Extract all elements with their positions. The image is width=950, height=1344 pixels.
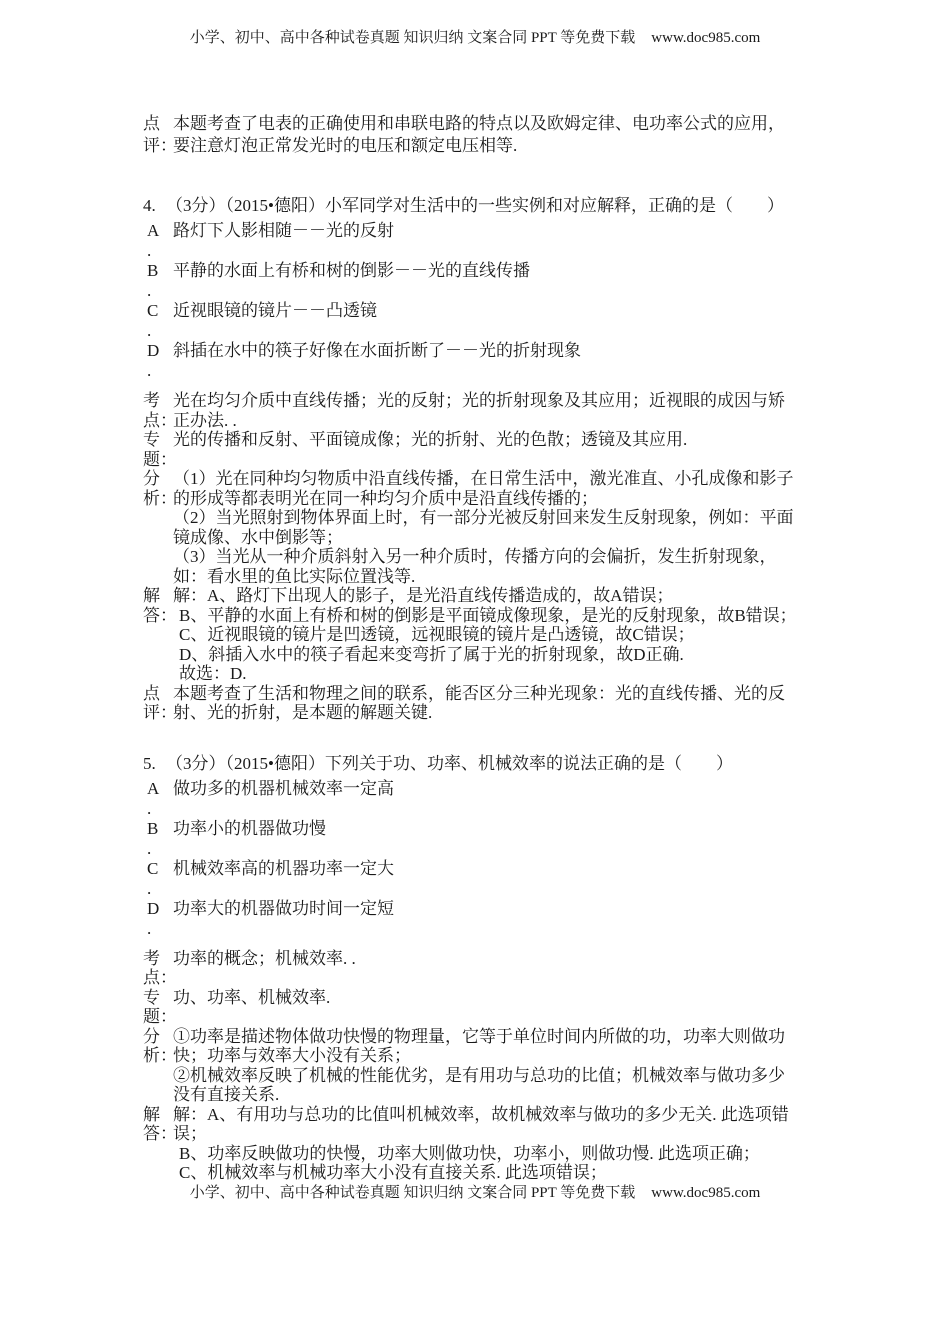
option-letter: D [147, 898, 160, 918]
question-4-kaodian-section [143, 391, 843, 430]
question-4-fenxi-section [143, 469, 843, 586]
section-body [173, 988, 801, 1027]
option-letter-period: . [147, 878, 152, 898]
section-label [143, 683, 177, 723]
section-label-top: 点 [143, 114, 160, 133]
section-paragraph: ①功率是描述物体做功快慢的物理量，它等于单位时间内所做的功，功率大则做功快；功率与效率大小没有关系； [173, 1026, 785, 1065]
section-label-bottom: 评： [143, 703, 177, 722]
section-label [143, 469, 177, 586]
option-letter-period: . [147, 798, 152, 818]
question-4-zhuanti-section [143, 430, 843, 469]
section-label-bottom: 析： [143, 488, 177, 508]
question-number: 5. [143, 753, 156, 773]
option-letter: D [147, 341, 160, 360]
option-text: 斜插在水中的筷子好像在水面折断了－－光的折射现象 [173, 341, 581, 360]
option-letter-col [147, 899, 173, 939]
question-4-option-b [147, 261, 843, 301]
question-4-options [143, 221, 843, 381]
question-4-analysis [143, 391, 843, 723]
question-5-stem [143, 753, 843, 775]
option-letter-period: . [147, 241, 152, 260]
section-label [143, 987, 177, 1027]
section-label [143, 430, 177, 469]
section-paragraph: （2）当光照射到物体界面上时，有一部分光被反射回来发生反射现象，例如：平面镜成像、水中倒影等； [173, 508, 794, 547]
question-5-fenxi-section [143, 1027, 843, 1105]
section-label-bottom: 析： [143, 1046, 177, 1065]
section-label [143, 586, 177, 684]
option-letter-period: . [147, 321, 152, 340]
option-letter-col [147, 261, 173, 301]
section-label-top: 专 [143, 430, 160, 449]
option-letter: A [147, 221, 160, 240]
section-label-top: 考 [143, 391, 160, 410]
section-label-bottom: 点： [143, 968, 177, 987]
section-label [143, 1026, 177, 1105]
question-5-analysis [143, 949, 843, 1183]
option-text: 机械效率高的机器功率一定大 [173, 858, 394, 878]
section-label-top: 解 [143, 586, 160, 605]
section-body [173, 391, 801, 430]
option-letter-col [147, 221, 173, 261]
section-body [173, 1105, 801, 1183]
section-paragraph: B、平静的水面上有桥和树的倒影是平面镜成像现象，是光的反射现象，故B错误； [179, 605, 797, 625]
question-4 [143, 195, 843, 723]
question-text: （3分）（2015•德阳）小军同学对生活中的一些实例和对应解释，正确的是（ ） [166, 196, 784, 215]
section-label-top: 分 [143, 469, 160, 488]
section-paragraph: B、功率反映做功的快慢，功率大则做功快，功率小，则做功慢. 此选项正确； [179, 1143, 760, 1163]
option-letter: A [147, 778, 160, 798]
option-letter: C [147, 301, 159, 320]
section-paragraph: 功率的概念；机械效率. . [173, 948, 356, 968]
section-paragraph: 光在均匀介质中直线传播；光的反射；光的折射现象及其应用；近视眼的成因与矫正办法. . [173, 391, 785, 430]
section-body [173, 684, 801, 723]
section-body [173, 469, 801, 586]
option-letter: C [147, 858, 159, 878]
section-paragraph: 本题考查了生活和物理之间的联系，能否区分三种光现象：光的直线传播、光的反射、光的折射，是本题的解题关键. [173, 683, 785, 722]
option-letter-col [147, 859, 173, 899]
site-banner-bottom [0, 1184, 950, 1202]
option-letter-period: . [147, 838, 152, 858]
question-text: （3分）（2015•德阳）下列关于功、功率、机械效率的说法正确的是（ ） [166, 753, 733, 773]
question-4-stem [143, 195, 843, 217]
question-5 [143, 753, 843, 1183]
option-letter-col [147, 341, 173, 381]
section-label-bottom: 答： [143, 1124, 177, 1143]
question-5-jieda-section [143, 1105, 843, 1183]
section-label-bottom: 评： [143, 136, 177, 155]
question-5-kaodian-section [143, 949, 843, 988]
section-paragraph: （1）光在同种均匀物质中沿直线传播，在日常生活中，激光准直、小孔成像和影子的形成等都表明光在同一种均匀介质中是沿直线传播的； [173, 469, 794, 508]
question-4-dianping-section [143, 684, 843, 723]
question-5-option-d [147, 899, 843, 939]
option-letter-col [147, 819, 173, 859]
option-letter-period: . [147, 281, 152, 300]
document-body [143, 113, 843, 1183]
section-label [143, 391, 177, 430]
section-label [143, 1104, 177, 1183]
section-paragraph: C、近视眼镜的镜片是凹透镜，远视眼镜的镜片是凸透镜，故C错误； [179, 625, 695, 644]
question-4-option-d [147, 341, 843, 381]
section-paragraph: 功、功率、机械效率. [173, 987, 331, 1007]
section-label-bottom: 答： [143, 605, 177, 625]
section-label [143, 948, 177, 988]
option-text: 功率小的机器做功慢 [173, 818, 326, 838]
option-text: 做功多的机器机械效率一定高 [173, 778, 394, 798]
section-label-top: 专 [143, 987, 160, 1007]
question-4-option-c [147, 301, 843, 341]
section-label [143, 113, 177, 157]
question-5-option-b [147, 819, 843, 859]
banner-url-link[interactable]: www.doc985.com [651, 30, 761, 46]
section-body [173, 113, 801, 157]
option-letter-col [147, 779, 173, 819]
option-text: 路灯下人影相随－－光的反射 [173, 221, 394, 240]
section-label-bottom: 题： [143, 449, 177, 469]
section-body [173, 586, 801, 684]
option-text: 平静的水面上有桥和树的倒影－－光的直线传播 [173, 261, 530, 280]
option-letter: B [147, 261, 159, 280]
prev-question-remark-section [143, 113, 843, 157]
question-5-option-c [147, 859, 843, 899]
section-label-top: 点 [143, 683, 160, 703]
section-label-bottom: 题： [143, 1007, 177, 1026]
section-label-top: 解 [143, 1104, 160, 1124]
section-label-bottom: 点： [143, 410, 177, 430]
question-5-option-a [147, 779, 843, 819]
question-number: 4. [143, 196, 156, 215]
section-paragraph: D、斜插入水中的筷子看起来变弯折了属于光的折射现象，故D正确. [179, 644, 684, 664]
option-text: 近视眼镜的镜片－－凸透镜 [173, 301, 377, 320]
site-banner-top [0, 29, 950, 47]
section-label-top: 考 [143, 948, 160, 968]
section-paragraph: 光的传播和反射、平面镜成像；光的折射、光的色散；透镜及其应用. [173, 430, 688, 449]
section-body [173, 949, 801, 988]
option-letter-period: . [147, 361, 152, 380]
section-body [173, 1027, 801, 1105]
section-body [173, 430, 801, 469]
section-paragraph: 本题考查了电表的正确使用和串联电路的特点以及欧姆定律、电功率公式的应用，要注意灯泡正常发光时的电压和额定电压相等. [173, 114, 785, 155]
section-paragraph: （3）当光从一种介质斜射入另一种介质时，传播方向的会偏折，发生折射现象，如：看水里的鱼比实际位置浅等. [173, 547, 777, 586]
option-letter-col [147, 301, 173, 341]
option-letter-period: . [147, 918, 152, 938]
option-text: 功率大的机器做功时间一定短 [173, 898, 394, 918]
section-paragraph: C、机械效率与机械功率大小没有直接关系. 此选项错误； [179, 1163, 607, 1182]
question-5-options [143, 779, 843, 939]
section-paragraph: 故选：D. [179, 664, 247, 683]
question-5-zhuanti-section [143, 988, 843, 1027]
option-letter: B [147, 818, 159, 838]
section-paragraph: 解：A、路灯下出现人的影子，是光沿直线传播造成的，故A错误； [173, 586, 674, 605]
section-paragraph: 解：A、有用功与总功的比值叫机械效率，故机械效率与做功的多少无关. 此选项错误； [173, 1104, 789, 1143]
banner-url-link[interactable]: www.doc985.com [651, 1185, 761, 1201]
question-4-option-a [147, 221, 843, 261]
section-paragraph: ②机械效率反映了机械的性能优劣，是有用功与总功的比值；机械效率与做功多少没有直接关系. [173, 1065, 785, 1104]
section-label-top: 分 [143, 1026, 160, 1046]
banner-text: 小学、初中、高中各种试卷真题 知识归纳 文案合同 PPT 等免费下载 [189, 30, 636, 46]
banner-text: 小学、初中、高中各种试卷真题 知识归纳 文案合同 PPT 等免费下载 [189, 1185, 636, 1201]
question-4-jieda-section [143, 586, 843, 684]
